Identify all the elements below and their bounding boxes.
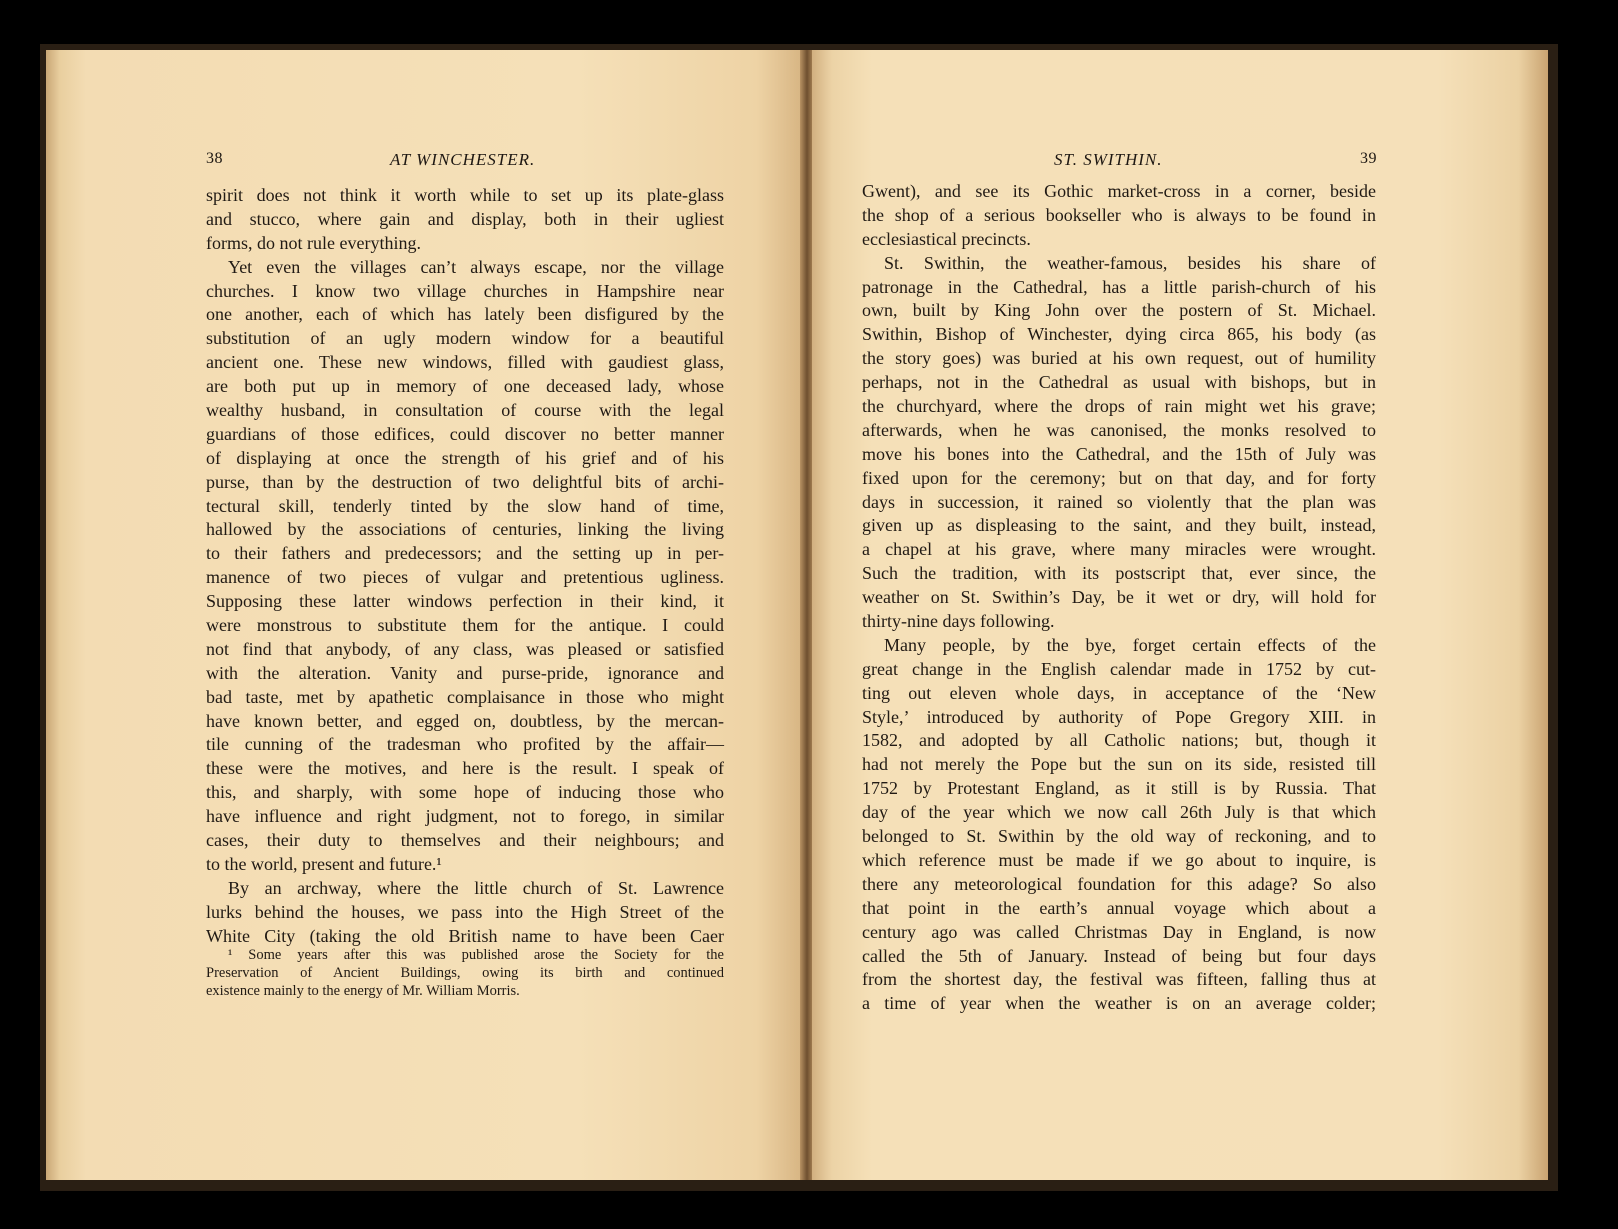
right-running-head: ST. SWITHIN. (1054, 150, 1163, 169)
text-line: of displaying at once the strength of his grief and of his (206, 447, 724, 468)
text-line: 1582, and adopted by all Catholic nations; but, though it (862, 730, 1376, 751)
text-line: purse, than by the destruction of two delightful bits of archi- (206, 471, 724, 492)
text-line: lurks behind the houses, we pass into the High Street of the (206, 901, 724, 922)
text-line: have influence and right judgment, not to forego, in similar (206, 806, 724, 827)
text-line: perhaps, not in the Cathedral as usual with bishops, but in (862, 372, 1376, 393)
text-line: forms, do not rule everything. (206, 232, 421, 253)
text-line: one another, each of which has lately been disfigured by the (206, 304, 724, 325)
text-line: not find that anybody, of any class, was pleased or satisfied (206, 638, 724, 659)
right-page (812, 50, 1548, 1180)
text-line: Gwent), and see its Gothic market-cross in a corner, beside (862, 181, 1376, 201)
text-line: ting out eleven whole days, in acceptance of the ‘New (862, 682, 1376, 703)
text-line: fixed upon for the ceremony; but on that day, and for forty (862, 467, 1376, 488)
text-line: a time of year when the weather is on an average colder; (862, 993, 1376, 1014)
footnote-line: Preservation of Ancient Buildings, owing its birth and continued (206, 965, 724, 981)
text-line: Style,’ introduced by authority of Pope Gregory XIII. in (862, 706, 1376, 727)
text-line: day of the year which we now call 26th July is that which (862, 802, 1376, 823)
text-line: a chapel at his grave, where many miracles were wrought. (862, 539, 1376, 560)
text-line: St. Swithin, the weather-famous, besides his share of (884, 252, 1376, 273)
text-line: tile cunning of the tradesman who profited by the affair— (206, 734, 724, 755)
text-line: the churchyard, where the drops of rain might wet his grave; (862, 396, 1376, 417)
text-line: had not merely the Pope but the sun on its side, resisted till (862, 754, 1376, 775)
text-line: weather on St. Swithin’s Day, be it wet or dry, will hold for (862, 587, 1376, 608)
text-line: White City (taking the old British name to have been Caer (206, 925, 724, 946)
text-line: wealthy husband, in consultation of course with the legal (206, 400, 724, 421)
text-line: called the 5th of January. Instead of being but four days (862, 945, 1376, 966)
text-line: Such the tradition, with its postscript that, ever since, the (862, 563, 1376, 584)
text-line: own, built by King John over the postern of St. Michael. (862, 300, 1376, 321)
text-line: ecclesiastical precincts. (862, 228, 1031, 249)
text-line: hallowed by the associations of centuries, linking the living (206, 519, 724, 540)
text-line: move his bones into the Cathedral, and the 15th of July was (862, 443, 1376, 464)
text-line: these were the motives, and here is the result. I speak of (206, 758, 724, 779)
text-line: tectural skill, tenderly tinted by the slow hand of time, (206, 495, 724, 516)
text-line: ancient one. These new windows, filled with gaudiest glass, (206, 352, 724, 373)
left-body-text (206, 184, 724, 949)
text-line: 1752 by Protestant England, as it still is by Russia. That (862, 778, 1376, 799)
text-line: which reference must be made if we go about to inquire, is (862, 849, 1376, 870)
right-body-text (862, 180, 1376, 1016)
text-line: the story goes) was buried at his own request, out of humility (862, 348, 1376, 369)
text-line: are both put up in memory of one deceased lady, whose (206, 376, 724, 397)
text-line: have known better, and egged on, doubtless, by the mercan- (206, 710, 724, 731)
text-line: to their fathers and predecessors; and the setting up in per- (206, 543, 724, 564)
text-line: with the alteration. Vanity and purse-pride, ignorance and (206, 662, 724, 683)
text-line: there any meteorological foundation for this adage? So also (862, 873, 1376, 894)
text-line: cases, their duty to themselves and their neighbours; and (206, 830, 724, 851)
text-line: guardians of those edifices, could discover no better manner (206, 423, 724, 444)
text-line: century ago was called Christmas Day in England, is now (862, 921, 1376, 942)
footnote-line: existence mainly to the energy of Mr. William Morris. (206, 983, 520, 999)
text-line: were monstrous to substitute them for the antique. I could (206, 615, 724, 636)
text-line: Supposing these latter windows perfection in their kind, it (206, 591, 724, 612)
footnote-line: ¹ Some years after this was published arose the Society for the (228, 947, 724, 963)
text-line: By an archway, where the little church of St. Lawrence (228, 877, 724, 898)
text-line: the shop of a serious bookseller who is always to be found in (862, 204, 1376, 225)
text-line: afterwards, when he was canonised, the monks resolved to (862, 419, 1376, 440)
text-line: belonged to St. Swithin by the old way of reckoning, and to (862, 826, 1376, 847)
text-line: churches. I know two village churches in Hampshire near (206, 280, 724, 301)
text-line: Yet even the villages can’t always escape, nor the village (228, 256, 724, 277)
text-line: and stucco, where gain and display, both in their ugliest (206, 208, 724, 229)
left-footnote (206, 946, 724, 1000)
text-line: substitution of an ugly modern window for a beautiful (206, 328, 724, 349)
text-line: to the world, present and future.¹ (206, 853, 442, 874)
text-line: manence of two pieces of vulgar and pretentious ugliness. (206, 567, 724, 588)
text-line: days in succession, it rained so violently that the plan was (862, 491, 1376, 512)
text-line: given up as displeasing to the saint, and they built, instead, (862, 515, 1376, 536)
text-line: thirty-nine days following. (862, 611, 1055, 632)
text-line: Swithin, Bishop of Winchester, dying circa 865, his body (as (862, 324, 1376, 345)
left-page-number: 38 (206, 150, 223, 167)
text-line: Many people, by the bye, forget certain effects of the (884, 634, 1376, 655)
open-book (40, 44, 1558, 1191)
text-line: patronage in the Cathedral, has a little parish-church of his (862, 276, 1376, 297)
text-line: from the shortest day, the festival was fifteen, falling thus at (862, 969, 1376, 990)
text-line: this, and sharply, with some hope of inducing those who (206, 782, 724, 803)
left-page (46, 50, 802, 1180)
left-running-head: AT WINCHESTER. (390, 150, 536, 169)
text-line: that point in the earth’s annual voyage which about a (862, 897, 1376, 918)
right-page-number: 39 (1360, 150, 1377, 167)
text-line: bad taste, met by apathetic complaisance in those who might (206, 686, 724, 707)
text-line: spirit does not think it worth while to set up its plate-glass (206, 185, 724, 205)
text-line: great change in the English calendar made in 1752 by cut- (862, 658, 1376, 679)
